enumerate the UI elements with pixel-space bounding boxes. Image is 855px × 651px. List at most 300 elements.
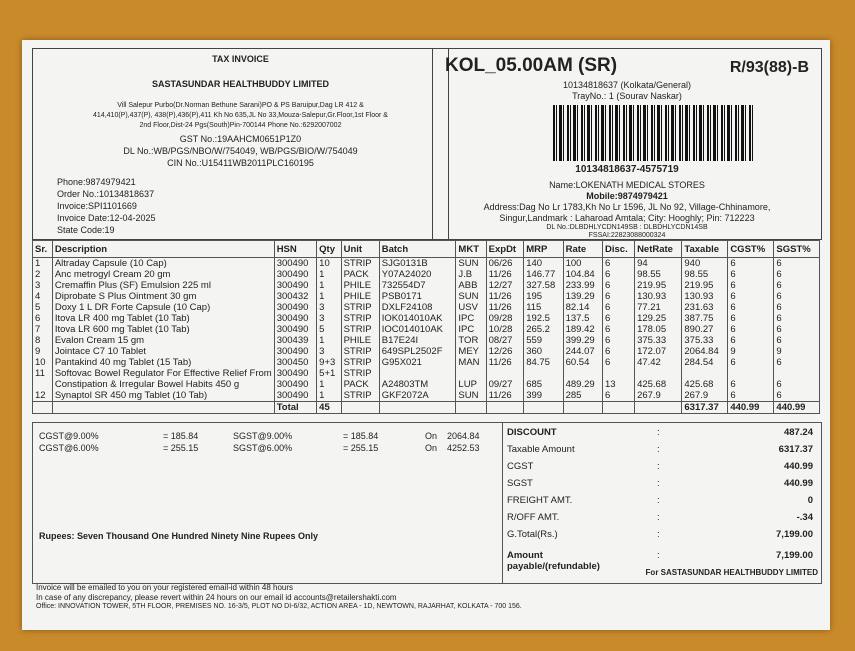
col-header: ExpDt [486,241,524,258]
table-cell: Itova LR 600 mg Tablet (10 Tab) [52,324,274,335]
table-row [33,258,820,270]
table-cell: 9 [774,346,820,357]
table-cell: 172.07 [635,346,682,357]
table-cell: 189.42 [563,324,602,335]
table-cell: Anc metrogyl Cream 20 gm [52,269,274,280]
total-row [33,402,820,414]
table-cell [524,368,563,379]
order-line: 10134818637 (Kolkata/General) [562,80,692,90]
invoice-title: TAX INVOICE [212,54,269,64]
table-cell: 732554D7 [379,280,456,291]
table-cell: STRIP [341,357,379,368]
col-header: SGST% [774,241,820,258]
summary-label: CGST [507,461,534,472]
table-cell: 2 [33,269,53,280]
table-cell: SJG0131B [379,258,456,270]
summary-value: -.34 [796,512,813,523]
total-sgst: 440.99 [774,402,820,414]
table-cell: 940 [682,258,728,270]
table-cell: 649SPL2502F [379,346,456,357]
table-cell: 6 [728,379,774,390]
table-row [33,390,820,402]
col-header: NetRate [635,241,682,258]
table-cell: B17E24I [379,335,456,346]
table-cell: Synaptol SR 450 mg Tablet (10 Tab) [52,390,274,402]
table-row [33,302,820,313]
table-cell: 11/26 [486,302,524,313]
table-cell: 1 [317,335,341,346]
summary-value: 440.99 [783,478,813,489]
table-cell: 399.29 [563,335,602,346]
table-cell: GKF2072A [379,390,456,402]
sgst6-label: SGST@6.00% [233,443,293,453]
table-cell: 6 [728,324,774,335]
summary-colon: : [657,529,660,540]
col-header: Description [52,241,274,258]
table-cell: Jointace C7 10 Tablet [52,346,274,357]
table-cell: 11/26 [486,390,524,402]
table-cell: 84.75 [524,357,563,368]
table-cell: 12 [33,390,53,402]
table-cell: 219.95 [635,280,682,291]
table-cell: 6 [774,269,820,280]
table-cell [456,368,486,379]
table-cell: 104.84 [563,269,602,280]
table-cell: 375.33 [682,335,728,346]
table-cell [728,368,774,379]
table-cell: 6 [603,269,635,280]
table-cell: IOK014010AK [379,313,456,324]
table-cell: USV [456,302,486,313]
table-cell: 4 [33,291,53,302]
table-cell: 6 [728,269,774,280]
table-cell: 178.05 [635,324,682,335]
summary-label: FREIGHT AMT. [507,495,573,506]
table-cell: 1 [317,379,341,390]
table-cell: 685 [524,379,563,390]
table-cell: 3 [33,280,53,291]
col-header: HSN [274,241,316,258]
invoice-date: Invoice Date:12-04-2025 [57,213,156,223]
table-cell: STRIP [341,258,379,270]
table-cell: 6 [728,258,774,270]
table-cell: Evalon Cream 15 gm [52,335,274,346]
table-cell: PACK [341,269,379,280]
table-cell: 6 [33,313,53,324]
total-taxable: 6317.37 [682,402,728,414]
col-header: MRP [524,241,563,258]
table-cell: 6 [603,291,635,302]
table-cell: 1 [33,258,53,270]
table-cell: J.B [456,269,486,280]
table-row [33,291,820,302]
total-label: Total [274,402,316,414]
table-cell: 425.68 [635,379,682,390]
on6-value: 4252.53 [447,443,480,453]
table-cell: LUP [456,379,486,390]
summary-colon: : [657,427,660,438]
table-cell: 300490 [274,390,316,402]
summary-colon: : [657,444,660,455]
table-cell: 285 [563,390,602,402]
col-header: Qty [317,241,341,258]
table-cell: 6 [728,291,774,302]
table-cell: 129.25 [635,313,682,324]
table-cell: 09/27 [486,379,524,390]
col-header: Disc. [603,241,635,258]
table-cell: 08/27 [486,335,524,346]
seller-header [32,48,449,240]
table-cell [635,368,682,379]
table-cell: 231.63 [682,302,728,313]
table-cell: STRIP [341,390,379,402]
table-cell: 11 [33,368,53,379]
table-cell: 6 [603,357,635,368]
summary-label: Amount payable/(refundable) [507,550,600,572]
table-cell: 115 [524,302,563,313]
table-row [33,313,820,324]
table-cell: 300490 [274,302,316,313]
table-cell: 6 [728,313,774,324]
total-cgst: 440.99 [728,402,774,414]
table-cell: 233.99 [563,280,602,291]
seller-cin: CIN No.:U15411WB2011PLC160195 [167,158,314,168]
table-cell: Cremaffin Plus (SF) Emulsion 225 ml [52,280,274,291]
table-body [33,258,820,402]
table-cell: 489.29 [563,379,602,390]
table-cell: 1 [317,280,341,291]
sgst9-value: = 185.84 [343,431,379,441]
table-cell: 77.21 [635,302,682,313]
table-cell: SUN [456,258,486,270]
table-cell: 140 [524,258,563,270]
on9-value: 2064.84 [447,431,480,441]
table-cell: 60.54 [563,357,602,368]
table-cell: 300432 [274,291,316,302]
table-cell: 559 [524,335,563,346]
table-cell: 12/27 [486,280,524,291]
table-cell: 130.93 [635,291,682,302]
table-cell: STRIP [341,313,379,324]
col-header: Batch [379,241,456,258]
table-cell: 300490 [274,258,316,270]
table-cell: TOR [456,335,486,346]
cgst6-label: CGST@6.00% [39,443,99,453]
table-cell: 7 [33,324,53,335]
table-cell: 3 [317,302,341,313]
table-cell [379,368,456,379]
seller-gst: GST No.:19AAHCM0651P1Z0 [179,134,302,144]
table-cell: 10/28 [486,324,524,335]
table-cell: 244.07 [563,346,602,357]
buyer-name: Name:LOKENATH MEDICAL STORES [549,180,705,190]
table-cell: STRIP [341,302,379,313]
summary-colon: : [657,461,660,472]
table-cell: 219.95 [682,280,728,291]
table-cell: PHILE [341,280,379,291]
summary-value: 6317.37 [778,444,813,455]
table-cell: 6 [728,335,774,346]
table-cell: 300450 [274,357,316,368]
table-cell: A24803TM [379,379,456,390]
summary-value: 7,199.00 [776,550,813,561]
seller-address-line: 2nd Floor,Dist-24 Pgs(South)Pin-700144 Phone No.:6292007002 [139,122,342,129]
table-cell: 399 [524,390,563,402]
company-name: SASTASUNDAR HEALTHBUDDY LIMITED [152,79,329,89]
table-cell: 6 [603,390,635,402]
table-cell: 360 [524,346,563,357]
table-cell: IOC014010AK [379,324,456,335]
footer-note: In case of any discrepancy, please revert within 24 hours on our email id accounts@retailershakti.com [36,593,397,602]
table-cell: 6 [774,280,820,291]
table-cell: 94 [635,258,682,270]
table-cell: DXLF24108 [379,302,456,313]
table-cell: 284.54 [682,357,728,368]
route-ref: R/93(88)-B [729,59,809,76]
phone: Phone:9874979421 [57,177,136,187]
summary-value: 487.24 [783,427,813,438]
table-cell: 9 [728,346,774,357]
table-cell: PHILE [341,335,379,346]
on6-label: On [425,443,438,453]
table-row [33,379,820,390]
table-cell: 1 [317,390,341,402]
table-cell: Y07A24020 [379,269,456,280]
table-cell: 267.9 [635,390,682,402]
barcode [553,105,753,161]
table-row [33,368,820,379]
state-code: State Code:19 [57,225,115,235]
table-cell: 300490 [274,324,316,335]
summary-label: G.Total(Rs.) [507,529,558,540]
table-cell: IPC [456,313,486,324]
total-qty: 45 [317,402,341,414]
barcode-text: 10134818637-4575719 [575,164,679,175]
table-cell: 6 [728,357,774,368]
table-cell: 387.75 [682,313,728,324]
buyer-fssai: FSSAI:22823088000324 [588,232,666,239]
table-cell: 11/26 [486,357,524,368]
table-cell: Itova LR 400 mg Tablet (10 Tab) [52,313,274,324]
table-cell: 130.93 [682,291,728,302]
table-cell: 6 [728,302,774,313]
table-cell: ABB [456,280,486,291]
sgst9-label: SGST@9.00% [233,431,293,441]
table-cell: 139.29 [563,291,602,302]
table-cell: 6 [774,291,820,302]
table-cell: 265.2 [524,324,563,335]
table-row [33,346,820,357]
table-cell: 6 [774,390,820,402]
route-code: KOL_05.00AM (SR) [445,55,618,76]
on9-label: On [425,431,438,441]
seller-address-line: Vill Salepur Purbo(Dr.Norman Bethune Sarani)PO & PS Baruipur,Dag LR 412 & [117,102,364,109]
summary-label: Taxable Amount [507,444,575,455]
table-cell: 11/26 [486,269,524,280]
table-cell: Diprobate S Plus Ointment 30 gm [52,291,274,302]
table-cell: PHILE [341,291,379,302]
buyer-dl: DL No.:DLBDHLYCDN149SB : DLBDHLYCDN14SB [546,224,708,231]
table-cell: 1 [317,291,341,302]
summary-label: R/OFF AMT. [507,512,560,523]
table-cell: 890.27 [682,324,728,335]
table-cell: 06/26 [486,258,524,270]
table-row [33,335,820,346]
table-cell: 6 [774,379,820,390]
table-cell: 192.5 [524,313,563,324]
table-cell: 300490 [274,379,316,390]
summary-value: 440.99 [783,461,813,472]
table-cell: 2064.84 [682,346,728,357]
table-cell [563,368,602,379]
summary-value: 7,199.00 [776,529,813,540]
buyer-address: Singur,Landmark : Laharoad Amtala; City: Hooghly; Pin: 712223 [499,213,755,223]
table-cell: STRIP [341,346,379,357]
table-cell [774,368,820,379]
table-cell: 6 [603,302,635,313]
table-cell: 300490 [274,269,316,280]
summary-label: DISCOUNT [507,427,557,438]
table-cell: 6 [603,335,635,346]
table-cell: PSB0171 [379,291,456,302]
summary-colon: : [657,495,660,506]
table-cell: 6 [728,390,774,402]
summary-colon: : [657,550,660,561]
table-cell: 6 [774,258,820,270]
table-cell: Softovac Bowel Regulator For Effective Relief From [52,368,274,379]
table-cell: STRIP [341,324,379,335]
table-cell: MEY [456,346,486,357]
table-cell: 82.14 [563,302,602,313]
table-cell: 3 [317,346,341,357]
table-cell: 425.68 [682,379,728,390]
table-cell: PACK [341,379,379,390]
cgst9-label: CGST@9.00% [39,431,99,441]
table-cell: 3 [317,313,341,324]
summary-colon: : [657,512,660,523]
table-cell: 6 [774,313,820,324]
table-cell: 6 [774,324,820,335]
table-cell: 6 [603,346,635,357]
table-cell: Altraday Capsule (10 Cap) [52,258,274,270]
table-cell: 6 [603,280,635,291]
table-cell: 9 [33,346,53,357]
col-header: MKT [456,241,486,258]
col-header: Rate [563,241,602,258]
table-cell: 327.58 [524,280,563,291]
table-row [33,357,820,368]
table-cell: G95X021 [379,357,456,368]
sgst6-value: = 255.15 [343,443,379,453]
table-cell: 267.9 [682,390,728,402]
table-cell: 13 [603,379,635,390]
col-header: CGST% [728,241,774,258]
summary-value: 0 [807,495,813,506]
table-cell: 300490 [274,280,316,291]
buyer-address: Address:Dag No Lr 1783,Kh No Lr 1596, JL No 92, Village-Chhinamore, [483,202,771,212]
buyer-mobile: Mobile:9874979421 [586,191,668,201]
table-cell: 09/28 [486,313,524,324]
seller-address-line: 414,410(P),437(P), 438(P),436(P),411 Kh No 635,JL No 33,Mouza-Salepur,Gr.Floor,1st Floor & [93,112,388,119]
table-cell: 1 [317,269,341,280]
table-row [33,280,820,291]
table-cell: 146.77 [524,269,563,280]
footer-note: Invoice will be emailed to you on your registered email-id within 48 hours [36,583,294,592]
for-company: For SASTASUNDAR HEALTHBUDDY LIMITED [645,568,818,577]
table-cell [33,379,53,390]
table-cell: Constipation & Irregular Bowel Habits 450 g [52,379,274,390]
table-cell: 5 [317,324,341,335]
table-cell: 47.42 [635,357,682,368]
cgst6-value: = 255.15 [163,443,199,453]
table-cell: 9+3 [317,357,341,368]
table-row [33,324,820,335]
table-cell: 300439 [274,335,316,346]
table-cell: 10 [33,357,53,368]
table-cell: 10 [317,258,341,270]
table-cell: 300490 [274,313,316,324]
col-header: Taxable [682,241,728,258]
table-cell: 6 [774,335,820,346]
order-no: Order No.:10134818637 [57,189,155,199]
table-cell: Pantakind 40 mg Tablet (15 Tab) [52,357,274,368]
table-row [33,269,820,280]
cgst9-value: = 185.84 [163,431,199,441]
amount-in-words: Rupees: Seven Thousand One Hundred Ninety Nine Rupees Only [39,531,319,541]
table-cell: 6 [603,313,635,324]
col-header: Sr. [33,241,53,258]
table-cell: 12/26 [486,346,524,357]
table-cell: 375.33 [635,335,682,346]
tray-no: TrayNo.: 1 (Sourav Naskar) [572,91,682,101]
table-cell: 6 [603,324,635,335]
table-cell: 6 [728,280,774,291]
summary-box [502,422,822,584]
table-cell: 100 [563,258,602,270]
table-cell: SUN [456,291,486,302]
table-cell: 5 [33,302,53,313]
tax-breakdown [32,422,503,584]
table-cell: 6 [774,357,820,368]
table-header-row [33,241,820,258]
table-cell: 137.5 [563,313,602,324]
seller-dl: DL No.:WB/PGS/NBO/W/754049, WB/PGS/BIO/W/754049 [123,146,358,156]
table-cell: 98.55 [682,269,728,280]
table-cell [486,368,524,379]
table-cell: STRIP [341,368,379,379]
table-cell [682,368,728,379]
summary-label: SGST [507,478,533,489]
table-cell: 300490 [274,368,316,379]
table-cell: SUN [456,390,486,402]
table-cell: 8 [33,335,53,346]
table-cell: Doxy 1 L DR Forte Capsule (10 Cap) [52,302,274,313]
summary-colon: : [657,478,660,489]
table-cell: IPC [456,324,486,335]
table-cell: MAN [456,357,486,368]
table-cell: 6 [603,258,635,270]
table-cell: 300490 [274,346,316,357]
buyer-header [432,48,822,240]
invoice-no: Invoice:SPI1101669 [57,201,137,211]
table-cell [603,368,635,379]
items-table [32,240,820,414]
office-address: Office: INNOVATION TOWER, 5TH FLOOR, PREMISES NO. 16-3/5, PLOT NO DI-6/32, ACTION AREA - 1D, NEWTOWN, RAJARHAT, KOLKATA - 700 156. [36,603,522,610]
invoice-paper [22,40,830,630]
table-cell: 11/26 [486,291,524,302]
table-cell: 6 [774,302,820,313]
col-header: Unit [341,241,379,258]
